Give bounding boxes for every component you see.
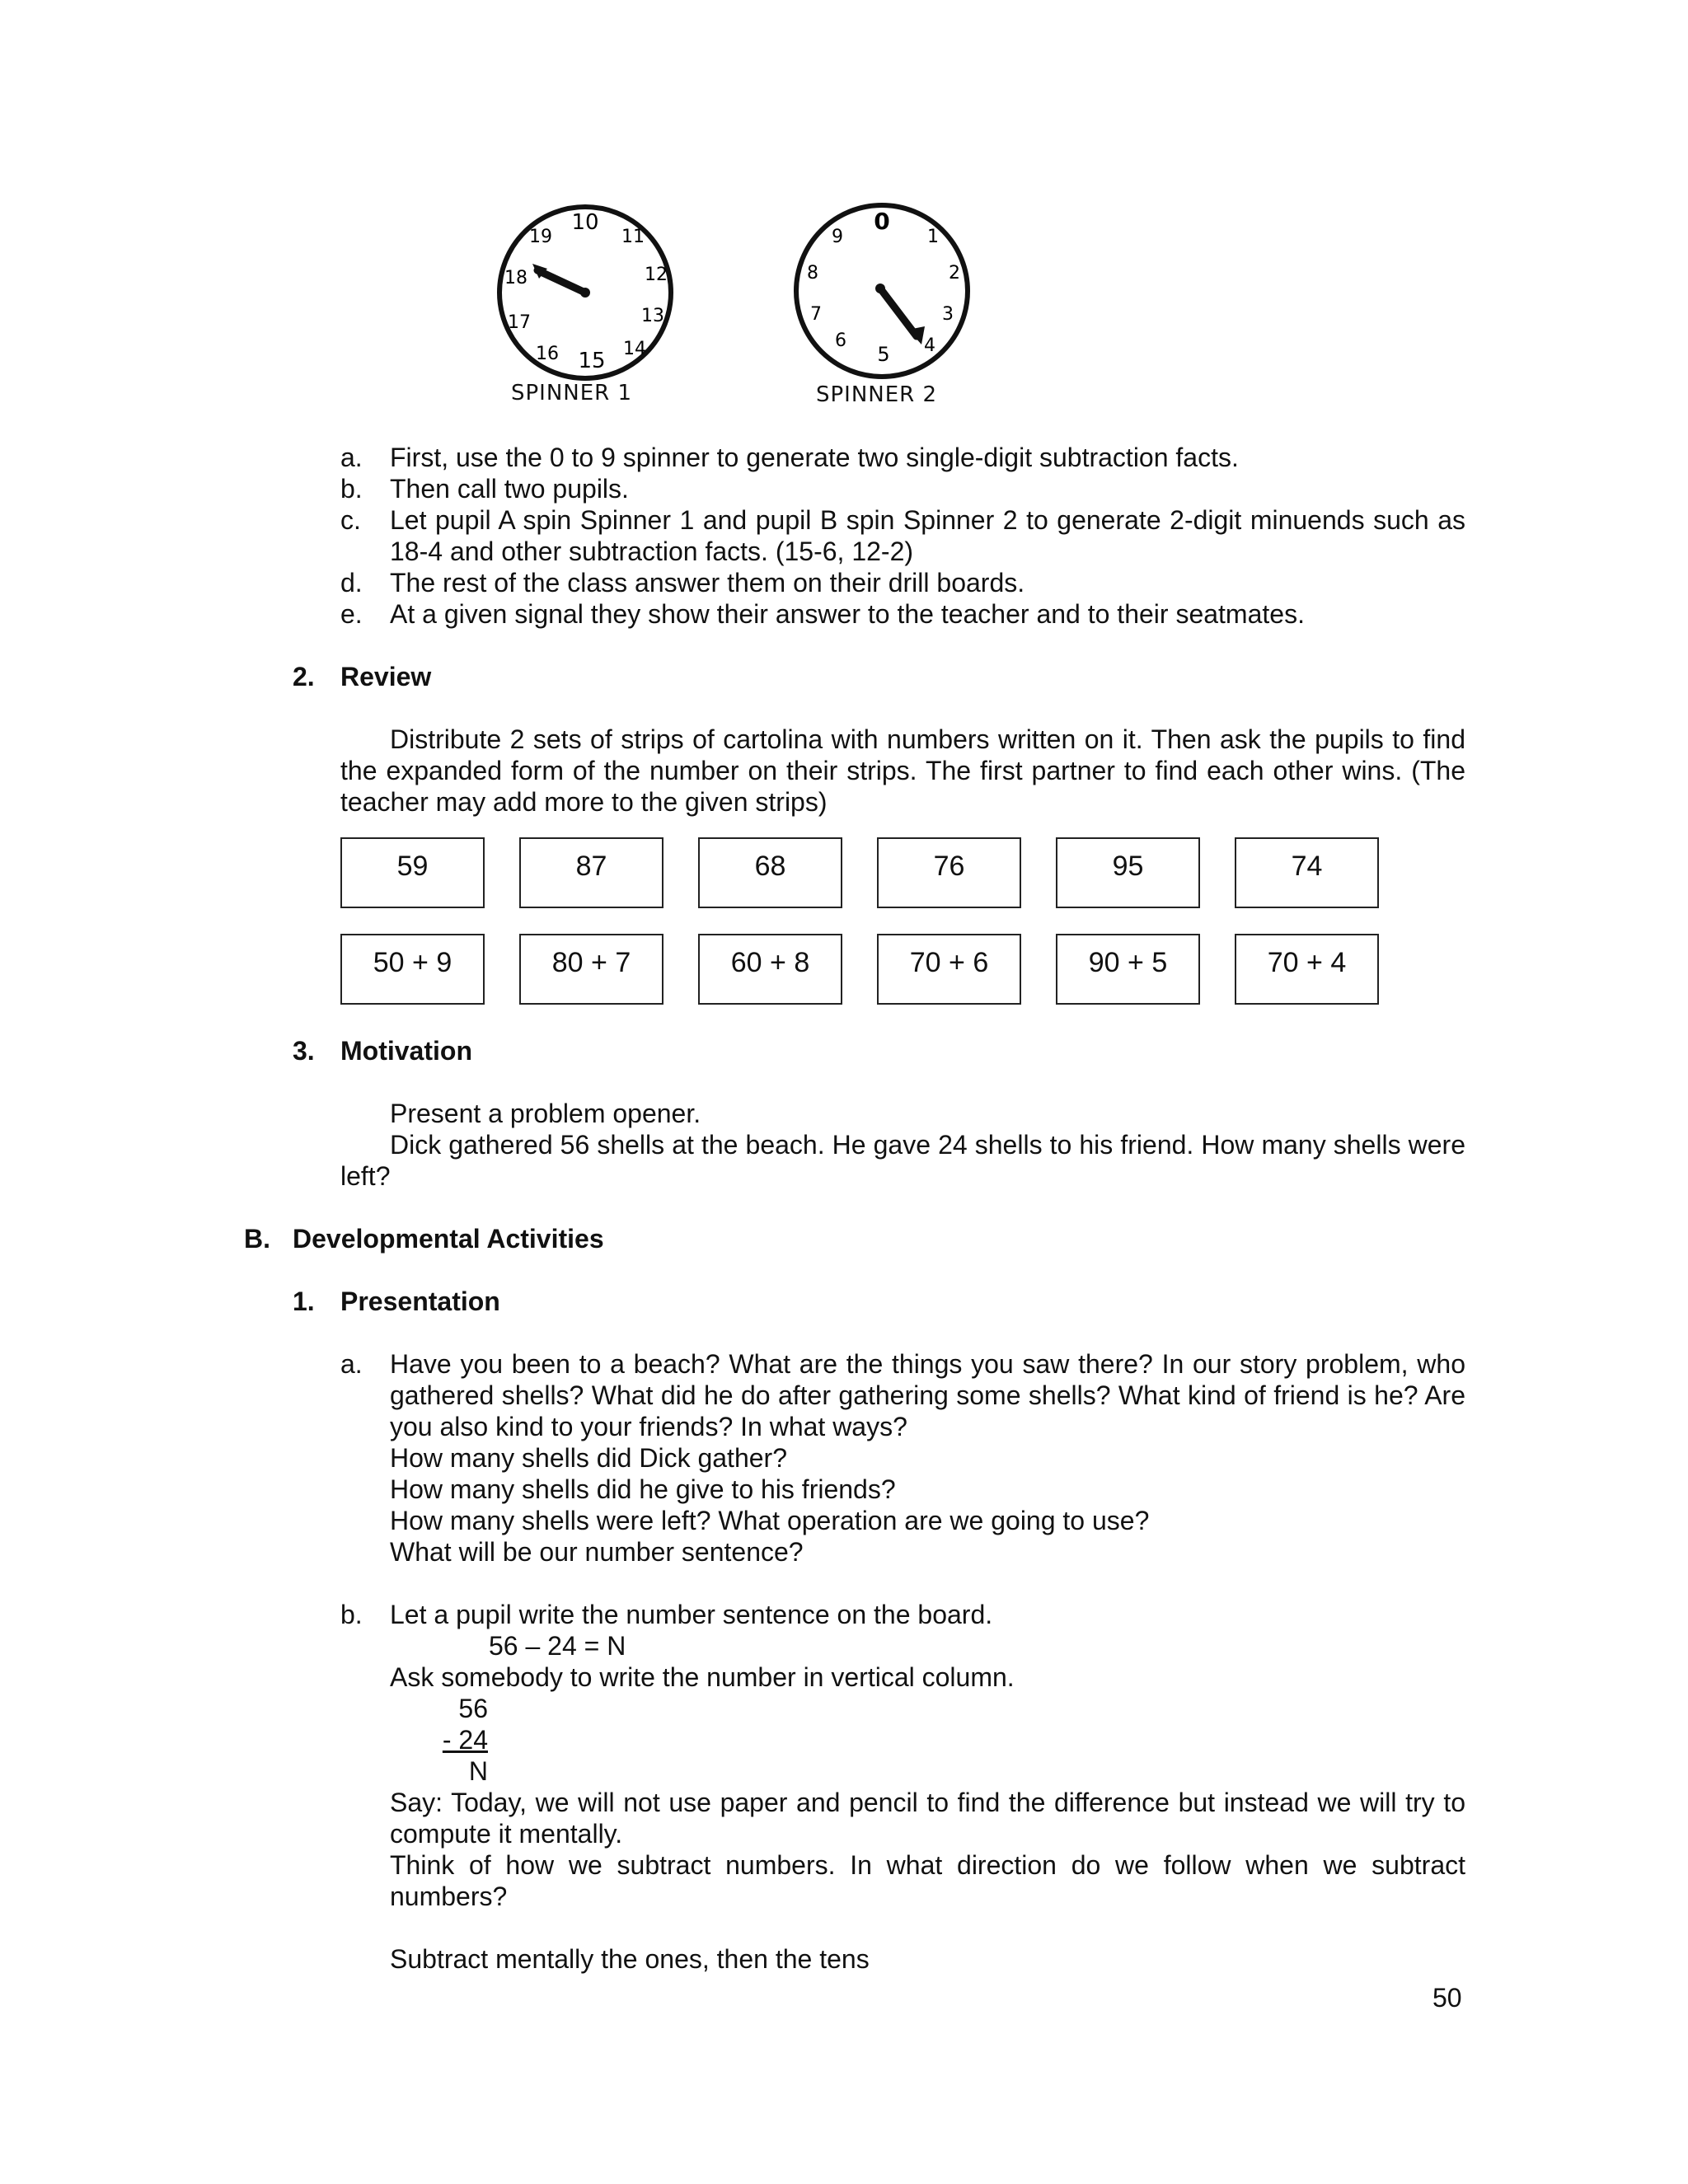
- presentation-b-line: Let a pupil write the number sentence on the board.: [390, 1600, 993, 1629]
- list-marker: a.: [340, 1349, 363, 1379]
- subtract-text: Subtract mentally the ones, then the tens: [390, 1944, 870, 1974]
- spinner-2-number: 5: [877, 343, 890, 366]
- number-strip: 87: [519, 837, 663, 908]
- spinner-1-number: 13: [641, 306, 664, 326]
- spinner-1-number: 15: [578, 349, 606, 373]
- spinner-1-number: 16: [536, 344, 559, 364]
- number-strip: 68: [698, 837, 842, 908]
- spinner-2-drawing: [783, 196, 981, 386]
- presentation-a-text: Have you been to a beach? What are the things you saw there? In our story problem, who gathered shells? What did he do after gathering some shells? What kind of friend is he? Are you also kind to your friends? In what ways?: [390, 1349, 1465, 1441]
- expanded-strip: 60 + 8: [698, 934, 842, 1005]
- spinner-2-number: 1: [927, 227, 939, 247]
- number-sentence: 56 – 24 = N: [489, 1631, 626, 1661]
- spinner-2-number: 9: [832, 227, 843, 247]
- number-strip: 59: [340, 837, 485, 908]
- spinner-2-number: 6: [835, 330, 846, 351]
- list-item: At a given signal they show their answer to the teacher and to their seatmates.: [390, 599, 1305, 629]
- spinner-1-number: 10: [571, 210, 599, 235]
- expanded-strip: 50 + 9: [340, 934, 485, 1005]
- question-line: How many shells did Dick gather?: [390, 1443, 787, 1473]
- think-text: Think of how we subtract numbers. In what direction do we follow when we subtract numbers?: [390, 1850, 1465, 1911]
- spinner-2-number: 7: [810, 304, 822, 325]
- spinner-2-number: 2: [949, 263, 960, 284]
- presentation-heading: Presentation: [340, 1286, 500, 1316]
- motivation-line: Present a problem opener.: [390, 1099, 701, 1128]
- number-strip: 74: [1235, 837, 1379, 908]
- spinner-1-caption: SPINNER 1: [511, 381, 633, 405]
- section-b-marker: B.: [244, 1224, 270, 1254]
- list-marker: c.: [340, 505, 361, 535]
- list-item: The rest of the class answer them on their drill boards.: [390, 568, 1025, 598]
- vertical-minuend: 56: [458, 1694, 488, 1723]
- question-line: How many shells did he give to his friends?: [390, 1474, 896, 1504]
- list-item: Let pupil A spin Spinner 1 and pupil B spin Spinner 2 to generate 2-digit minuends such as 18-4 and other subtraction facts. (15-6, 12-2): [390, 505, 1465, 566]
- section-number: 1.: [293, 1286, 315, 1316]
- spinner-1-number: 14: [623, 339, 646, 359]
- presentation-b-line: Ask somebody to write the number in vertical column.: [390, 1662, 1015, 1692]
- question-line: What will be our number sentence?: [390, 1537, 804, 1567]
- spinner-1-number: 19: [529, 227, 552, 247]
- expanded-strip: 90 + 5: [1056, 934, 1200, 1005]
- expanded-strip: 70 + 6: [877, 934, 1021, 1005]
- spinner-1-number: 11: [621, 227, 645, 247]
- list-marker: e.: [340, 599, 363, 629]
- review-text: Distribute 2 sets of strips of cartolina with numbers written on it. Then ask the pupils to find the expanded form of the number on their strips. The first partner to find each other wins. (The teacher may add more to the given strips): [340, 724, 1465, 817]
- page-number: 50: [1432, 1983, 1462, 2013]
- list-marker: b.: [340, 1600, 363, 1629]
- vertical-subtrahend: - 24: [442, 1725, 488, 1755]
- spinner-2-number: 8: [807, 263, 818, 284]
- list-marker: a.: [340, 443, 363, 472]
- spinner-1-number: 18: [504, 268, 528, 288]
- spinner-2-caption: SPINNER 2: [816, 382, 938, 407]
- review-heading: Review: [340, 662, 432, 691]
- spinner-1-number: 12: [645, 265, 668, 285]
- list-marker: d.: [340, 568, 363, 598]
- section-b-heading: Developmental Activities: [293, 1224, 604, 1254]
- vertical-result: N: [468, 1756, 488, 1786]
- spinner-1-drawing: [486, 198, 684, 387]
- number-strip: 76: [877, 837, 1021, 908]
- say-text: Say: Today, we will not use paper and pencil to find the difference but instead we will try to compute it mentally.: [390, 1788, 1465, 1849]
- section-number: 2.: [293, 662, 315, 691]
- expanded-strip: 80 + 7: [519, 934, 663, 1005]
- question-line: How many shells were left? What operation are we going to use?: [390, 1506, 1150, 1535]
- motivation-heading: Motivation: [340, 1036, 472, 1066]
- list-marker: b.: [340, 474, 363, 504]
- list-item: First, use the 0 to 9 spinner to generate two single-digit subtraction facts.: [390, 443, 1239, 472]
- motivation-problem: Dick gathered 56 shells at the beach. He gave 24 shells to his friend. How many shells were left?: [340, 1130, 1465, 1191]
- section-number: 3.: [293, 1036, 315, 1066]
- expanded-strip: 70 + 4: [1235, 934, 1379, 1005]
- spinner-1-number: 17: [508, 312, 531, 333]
- list-item: Then call two pupils.: [390, 474, 629, 504]
- number-strip: 95: [1056, 837, 1200, 908]
- spinner-2-number: 3: [942, 304, 954, 325]
- spinner-2-number: 4: [924, 335, 935, 356]
- spinner-2-number: 0: [874, 208, 890, 235]
